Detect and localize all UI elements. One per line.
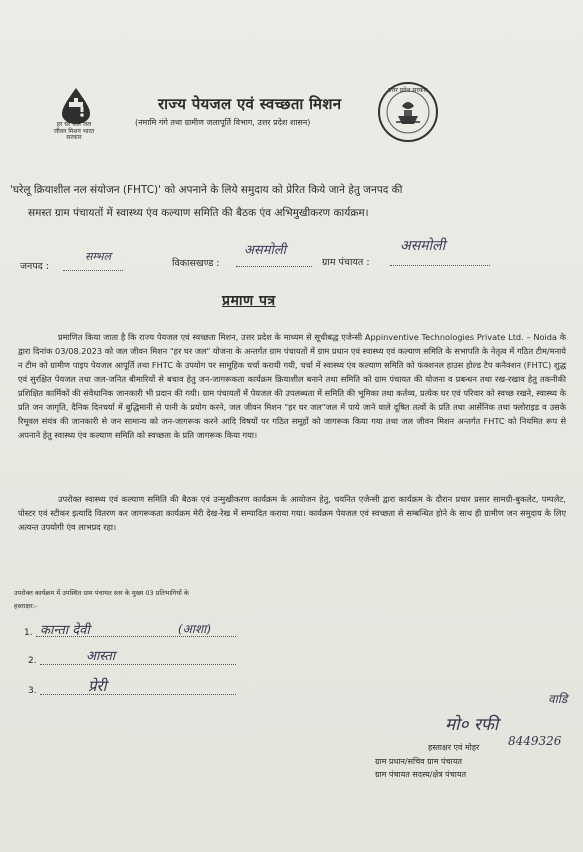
left-logo-caption: हर घर जल जल जीवन मिशन भारत सरकार (53, 121, 95, 141)
certificate-title: प्रमाण पत्र (222, 293, 276, 309)
block-label: विकासखण्ड : (172, 258, 220, 269)
designation-line-1: ग्राम प्रधान/सचिव ग्राम पंचायत (375, 757, 462, 766)
panchayat-underline (390, 257, 490, 266)
panchayat-value: असमोली (400, 238, 446, 254)
water-tap-icon (52, 84, 104, 124)
body-paragraph-1: प्रमाणित किया जाता है कि राज्य पेयजल एवं स्वच्छता मिशन, उत्तर प्रदेश के माध्यम से सूचीबद्ध एजेन्सी Appinventive Technologies Private Ltd. – Noida के द्वारा दिनांक 03/08.2023 को जल जीवन मिशन "हर घर जल" योजना के अन्तर्गत ग्राम पंचायतों में ग्राम प्रधान एवं स्वास्थ्य एवं कल्याण समिति के सभापति के नेतृत्व में गठित टीम/मनाये न टीम को ग्रामीण पाइप पेयजल आपूर्ति तथा FHTC के उपयोग पर सामूहिक चर्चा करायी गयी, चर्चा में स्वास्थ्य एंव कल्याण समिति को फंक्शनल हाउस होल्ड टैप कनैक्शन (FHTC) शुद्ध एवं सुरक्षित पेयजल तथा जल-जनित बीमारियों से बचाव हेतु जन-जागरूकता कार्यक्रम क्रियाशील बनाने तथा समिति को ग्राम पंचायत की योजना व प्रबन्धन तथा रख-रखाव हेतु तकनीकी प्रशिक्षित कार्मिकों की संवैधानिक जानकारी भी प्रदान की गयी। ग्राम पंचायतों में पेयजल की उपलब्धता में समिति की भूमिका तथा कर्तव्य, प्रत्येक घर एवं परिवार को स्वच्छ रखने, स्वास्थ्य के प्रति जन जागृति, दैनिक दिनचर्या में बुद्धिमानी से पानी के प्रयोग करने, जल जीवन मिशन "हर घर जल"जल में पाये जाने वाले दूषित तत्वों के प्रति तथा आर्सेनिक तथा फ्लोराइड व उसके रिमूवल संयंत्र की जानकारी से जन सामान्य को जन-जागरूक करने आदि विषयों पर गठित समूहों को जागरूक किया गया तथा जल जीवन मिशन अन्तर्गत FHTC को नियमित रूप से अपनाने हेतु स्वास्थ्य एंव कल्याण समिति को स्वच्छता के प्रति जागरूक किया गया। (18, 332, 566, 440)
block-underline (236, 258, 312, 267)
attendee-signature: कान्ता देवी (40, 623, 90, 638)
attendee-number: 1. (24, 628, 33, 638)
district-value: सम्भल (85, 250, 111, 263)
attendee-signature: प्रेरी (88, 677, 107, 695)
attendee-number: 3. (28, 686, 37, 696)
pradhan-signature: मो० रफी (445, 715, 499, 735)
body-paragraph-2: उपरोक्त स्वास्थ्य एवं कल्याण समिति की बैठक एवं उन्मुखीकरण कार्यक्रम के आयोजन हेतु, चयनित एजेन्सी द्वारा कार्यक्रम के दौरान प्रचार प्रसार सामग्री-बुकलेट, पम्पलेट, पोस्टर एवं स्टीकर इत्यादि वितरण कर जागरूकता कार्यक्रम मेरी देख-रेख में सम्पादित कराया गया। कार्यक्रम पेयजल एवं स्वच्छता से सम्बन्धित होने के साथ ही ग्रामीण जन समुदाय के लिए अत्यन्त उपयोगी एंव लाभप्रद रहा। (18, 494, 566, 532)
emblem-text: उत्तर प्रदेश सरकार (388, 87, 428, 94)
signature-suffix: वाडि (548, 692, 568, 706)
attendee-signature: आस्ता (86, 649, 116, 664)
mission-title: राज्य पेयजल एवं स्वच्छता मिशन (158, 95, 342, 113)
attendee-line (40, 664, 236, 665)
topic-line-1: 'घरेलू क्रियाशील नल संयोजन (FHTC)' को अपनाने के लिये समुदाय को प्रेरित किये जाने हेतु जनपद की (10, 184, 403, 196)
attendee-role: (आशा) (178, 622, 211, 636)
attendee-number: 2. (28, 656, 37, 666)
panchayat-label: ग्राम पंचायत : (322, 257, 370, 268)
topic-line-2: समस्त ग्राम पंचायतों में स्वास्थ्य एंव कल्याण समिति की बैठक एंव अभिमुखीकरण कार्यक्रम। (28, 207, 369, 219)
designation-line-2: ग्राम पंचायत सदस्य/क्षेत्र पंचायत (375, 770, 467, 779)
signatures-label: हस्ताक्षर:- (14, 602, 38, 610)
phone-number: 8449326 (508, 734, 562, 748)
attendance-intro: उपरोक्त कार्यक्रम में उपस्थित ग्राम पंचायत स्तर के मुख्य 03 प्रतिभागियों के (14, 589, 189, 597)
district-label: जनपद : (20, 261, 49, 272)
attendee-line (40, 694, 236, 695)
up-government-emblem (376, 80, 440, 144)
signature-label: हस्ताक्षर एवं मोहर (428, 743, 480, 752)
block-value: असमोली (244, 243, 287, 258)
mission-subtitle: (नमामि गंगे तथा ग्रामीण जलापूर्ति विभाग, उत्तर प्रदेश शासन) (135, 118, 311, 127)
